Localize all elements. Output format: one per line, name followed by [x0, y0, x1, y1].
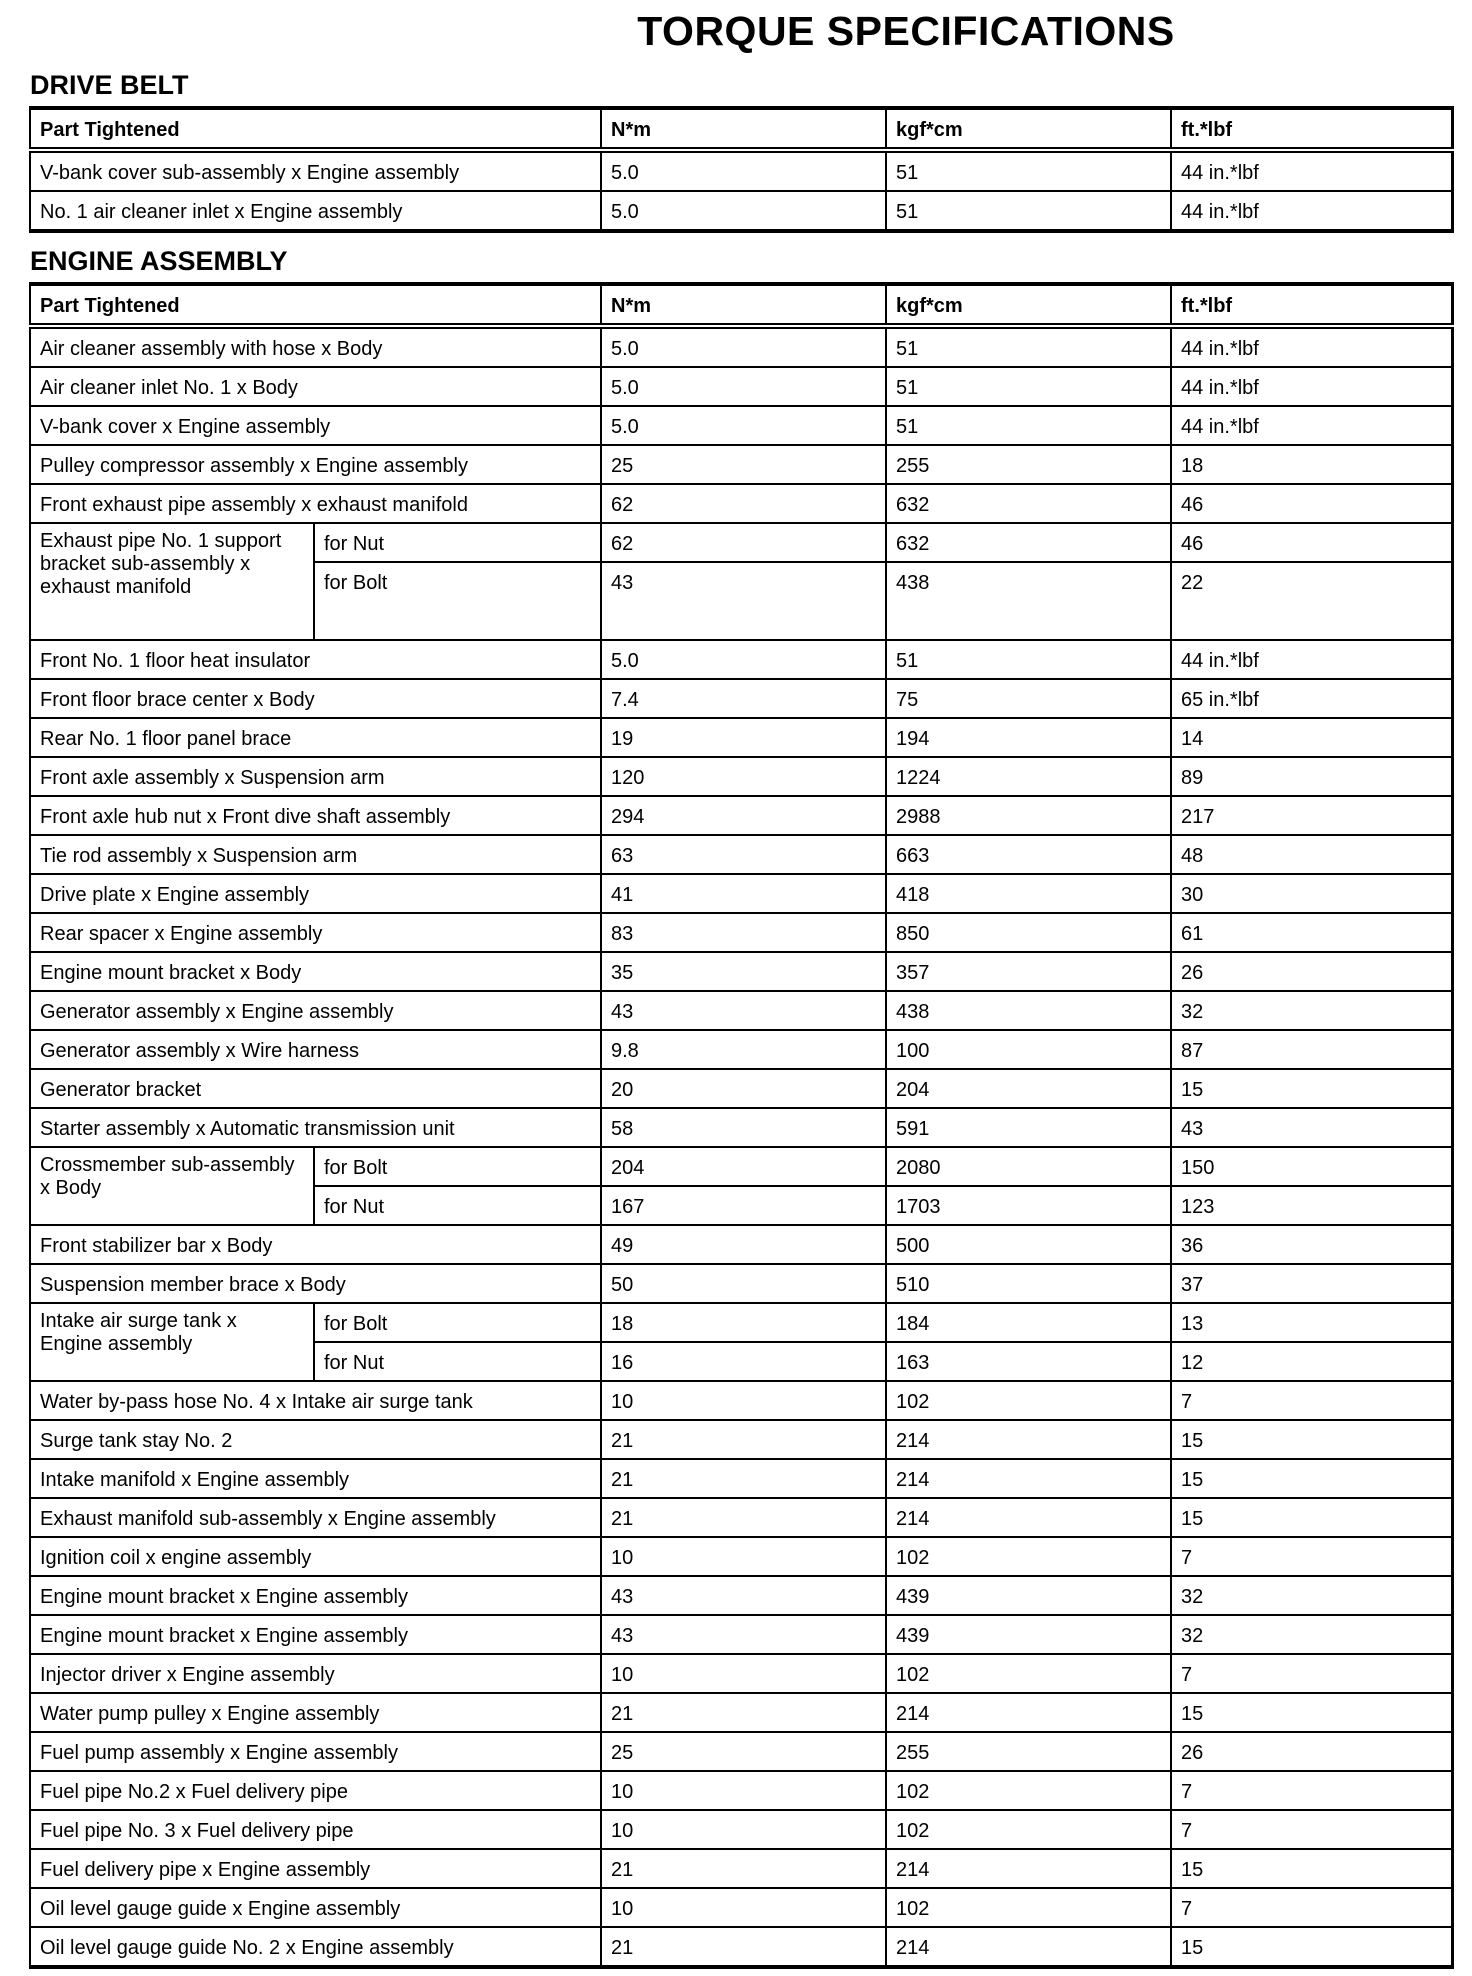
- ft-lbf-cell: 37: [1171, 1264, 1452, 1303]
- ft-lbf-cell: 44 in.*lbf: [1171, 640, 1452, 679]
- ft-lbf-cell: 15: [1171, 1693, 1452, 1732]
- kgf-cm-cell: 632: [886, 484, 1171, 523]
- section-heading-engine-assembly: ENGINE ASSEMBLY: [30, 246, 288, 276]
- part-cell: Front exhaust pipe assembly x exhaust manifold: [30, 484, 601, 523]
- table-row: [30, 1732, 1452, 1771]
- table-row: [30, 1576, 1452, 1615]
- ft-lbf-cell: 43: [1171, 1108, 1452, 1147]
- nm-cell: 16: [601, 1342, 886, 1381]
- ft-lbf-cell: 15: [1171, 1498, 1452, 1537]
- nm-cell: 19: [601, 718, 886, 757]
- part-cell: Suspension member brace x Body: [30, 1264, 601, 1303]
- drive-belt-table: [29, 106, 1454, 233]
- ft-lbf-cell: 18: [1171, 445, 1452, 484]
- nm-cell: 167: [601, 1186, 886, 1225]
- table-row: [30, 1147, 1452, 1186]
- ft-lbf-cell: 123: [1171, 1186, 1452, 1225]
- kgf-cm-cell: 214: [886, 1498, 1171, 1537]
- table-row: [30, 718, 1452, 757]
- part-cell: Oil level gauge guide x Engine assembly: [30, 1888, 601, 1927]
- nm-cell: 10: [601, 1381, 886, 1420]
- ft-lbf-cell: 15: [1171, 1927, 1452, 1967]
- nm-cell: 10: [601, 1771, 886, 1810]
- part-cell: Rear spacer x Engine assembly: [30, 913, 601, 952]
- kgf-cm-cell: 51: [886, 191, 1171, 231]
- part-cell: Surge tank stay No. 2: [30, 1420, 601, 1459]
- part-cell: Water pump pulley x Engine assembly: [30, 1693, 601, 1732]
- nm-cell: 9.8: [601, 1030, 886, 1069]
- header-kgf-cm: kgf*cm: [886, 284, 1171, 326]
- table-row: [30, 1615, 1452, 1654]
- table-row: [30, 1849, 1452, 1888]
- table-row: [30, 991, 1452, 1030]
- kgf-cm-cell: 102: [886, 1771, 1171, 1810]
- ft-lbf-cell: 46: [1171, 484, 1452, 523]
- nm-cell: 49: [601, 1225, 886, 1264]
- nm-cell: 10: [601, 1810, 886, 1849]
- ft-lbf-cell: 22: [1171, 562, 1452, 640]
- nm-cell: 43: [601, 1576, 886, 1615]
- part-cell: Crossmember sub-assembly x Body: [30, 1147, 314, 1225]
- part-cell: Generator assembly x Engine assembly: [30, 991, 601, 1030]
- part-cell: Front floor brace center x Body: [30, 679, 601, 718]
- ft-lbf-cell: 87: [1171, 1030, 1452, 1069]
- ft-lbf-cell: 150: [1171, 1147, 1452, 1186]
- kgf-cm-cell: 663: [886, 835, 1171, 874]
- ft-lbf-cell: 26: [1171, 1732, 1452, 1771]
- nm-cell: 83: [601, 913, 886, 952]
- kgf-cm-cell: 214: [886, 1693, 1171, 1732]
- kgf-cm-cell: 214: [886, 1420, 1171, 1459]
- table-row: [30, 445, 1452, 484]
- ft-lbf-cell: 15: [1171, 1069, 1452, 1108]
- kgf-cm-cell: 500: [886, 1225, 1171, 1264]
- kgf-cm-cell: 51: [886, 367, 1171, 406]
- part-cell: Front axle assembly x Suspension arm: [30, 757, 601, 796]
- table-row: [30, 523, 1452, 562]
- table-row: [30, 484, 1452, 523]
- fastener-cell: for Bolt: [314, 1303, 601, 1342]
- part-cell: Fuel delivery pipe x Engine assembly: [30, 1849, 601, 1888]
- kgf-cm-cell: 850: [886, 913, 1171, 952]
- nm-cell: 25: [601, 445, 886, 484]
- kgf-cm-cell: 102: [886, 1537, 1171, 1576]
- kgf-cm-cell: 1703: [886, 1186, 1171, 1225]
- part-cell: Front axle hub nut x Front dive shaft assembly: [30, 796, 601, 835]
- table-row: [30, 1225, 1452, 1264]
- part-cell: Ignition coil x engine assembly: [30, 1537, 601, 1576]
- nm-cell: 21: [601, 1693, 886, 1732]
- table-header-row: [30, 284, 1452, 326]
- part-cell: Pulley compressor assembly x Engine assembly: [30, 445, 601, 484]
- part-cell: Oil level gauge guide No. 2 x Engine assembly: [30, 1927, 601, 1967]
- nm-cell: 5.0: [601, 640, 886, 679]
- nm-cell: 21: [601, 1498, 886, 1537]
- nm-cell: 63: [601, 835, 886, 874]
- kgf-cm-cell: 100: [886, 1030, 1171, 1069]
- part-cell: Generator assembly x Wire harness: [30, 1030, 601, 1069]
- table-row: [30, 367, 1452, 406]
- table-row: [30, 1810, 1452, 1849]
- ft-lbf-cell: 44 in.*lbf: [1171, 150, 1452, 191]
- nm-cell: 21: [601, 1459, 886, 1498]
- section-heading-drive-belt: DRIVE BELT: [30, 70, 189, 100]
- nm-cell: 5.0: [601, 367, 886, 406]
- nm-cell: 20: [601, 1069, 886, 1108]
- nm-cell: 5.0: [601, 191, 886, 231]
- table-header-row: [30, 108, 1452, 150]
- kgf-cm-cell: 1224: [886, 757, 1171, 796]
- kgf-cm-cell: 184: [886, 1303, 1171, 1342]
- part-cell: V-bank cover sub-assembly x Engine assembly: [30, 150, 601, 191]
- part-cell: Exhaust manifold sub-assembly x Engine assembly: [30, 1498, 601, 1537]
- table-row: [30, 835, 1452, 874]
- part-cell: Rear No. 1 floor panel brace: [30, 718, 601, 757]
- kgf-cm-cell: 591: [886, 1108, 1171, 1147]
- kgf-cm-cell: 438: [886, 562, 1171, 640]
- kgf-cm-cell: 102: [886, 1810, 1171, 1849]
- kgf-cm-cell: 163: [886, 1342, 1171, 1381]
- nm-cell: 10: [601, 1537, 886, 1576]
- fastener-cell: for Bolt: [314, 1147, 601, 1186]
- kgf-cm-cell: 510: [886, 1264, 1171, 1303]
- nm-cell: 43: [601, 1615, 886, 1654]
- nm-cell: 50: [601, 1264, 886, 1303]
- table-row: [30, 1264, 1452, 1303]
- fastener-cell: for Bolt: [314, 562, 601, 640]
- table-row: [30, 1459, 1452, 1498]
- ft-lbf-cell: 7: [1171, 1888, 1452, 1927]
- part-cell: Starter assembly x Automatic transmission unit: [30, 1108, 601, 1147]
- kgf-cm-cell: 102: [886, 1381, 1171, 1420]
- part-cell: Front stabilizer bar x Body: [30, 1225, 601, 1264]
- header-ft-lbf: ft.*lbf: [1171, 108, 1452, 150]
- part-cell: Engine mount bracket x Engine assembly: [30, 1615, 601, 1654]
- kgf-cm-cell: 632: [886, 523, 1171, 562]
- part-cell: Generator bracket: [30, 1069, 601, 1108]
- ft-lbf-cell: 7: [1171, 1810, 1452, 1849]
- ft-lbf-cell: 32: [1171, 1615, 1452, 1654]
- table-row: [30, 1498, 1452, 1537]
- table-row: [30, 1069, 1452, 1108]
- table-row: [30, 1108, 1452, 1147]
- table-row: [30, 1537, 1452, 1576]
- nm-cell: 21: [601, 1420, 886, 1459]
- table-row: [30, 150, 1452, 191]
- table-row: [30, 1654, 1452, 1693]
- fastener-cell: for Nut: [314, 1342, 601, 1381]
- table-row: [30, 191, 1452, 231]
- kgf-cm-cell: 51: [886, 640, 1171, 679]
- part-cell: Injector driver x Engine assembly: [30, 1654, 601, 1693]
- ft-lbf-cell: 217: [1171, 796, 1452, 835]
- part-cell: Tie rod assembly x Suspension arm: [30, 835, 601, 874]
- ft-lbf-cell: 32: [1171, 991, 1452, 1030]
- header-part-tightened: Part Tightened: [30, 108, 601, 150]
- part-cell: Air cleaner assembly with hose x Body: [30, 326, 601, 367]
- ft-lbf-cell: 12: [1171, 1342, 1452, 1381]
- table-row: [30, 679, 1452, 718]
- nm-cell: 62: [601, 523, 886, 562]
- kgf-cm-cell: 255: [886, 1732, 1171, 1771]
- part-cell: V-bank cover x Engine assembly: [30, 406, 601, 445]
- engine-assembly-table: [29, 282, 1454, 1969]
- ft-lbf-cell: 14: [1171, 718, 1452, 757]
- kgf-cm-cell: 214: [886, 1927, 1171, 1967]
- nm-cell: 43: [601, 991, 886, 1030]
- table-row: [30, 640, 1452, 679]
- nm-cell: 21: [601, 1927, 886, 1967]
- nm-cell: 25: [601, 1732, 886, 1771]
- table-row: [30, 1420, 1452, 1459]
- ft-lbf-cell: 7: [1171, 1537, 1452, 1576]
- ft-lbf-cell: 26: [1171, 952, 1452, 991]
- nm-cell: 5.0: [601, 326, 886, 367]
- kgf-cm-cell: 438: [886, 991, 1171, 1030]
- kgf-cm-cell: 51: [886, 326, 1171, 367]
- ft-lbf-cell: 15: [1171, 1459, 1452, 1498]
- header-kgf-cm: kgf*cm: [886, 108, 1171, 150]
- part-cell: Intake air surge tank x Engine assembly: [30, 1303, 314, 1381]
- nm-cell: 294: [601, 796, 886, 835]
- table-row: [30, 1030, 1452, 1069]
- kgf-cm-cell: 2080: [886, 1147, 1171, 1186]
- ft-lbf-cell: 13: [1171, 1303, 1452, 1342]
- nm-cell: 204: [601, 1147, 886, 1186]
- kgf-cm-cell: 2988: [886, 796, 1171, 835]
- nm-cell: 5.0: [601, 150, 886, 191]
- kgf-cm-cell: 51: [886, 150, 1171, 191]
- kgf-cm-cell: 194: [886, 718, 1171, 757]
- part-cell: Fuel pipe No.2 x Fuel delivery pipe: [30, 1771, 601, 1810]
- nm-cell: 62: [601, 484, 886, 523]
- table-row: [30, 952, 1452, 991]
- ft-lbf-cell: 65 in.*lbf: [1171, 679, 1452, 718]
- table-row: [30, 1693, 1452, 1732]
- ft-lbf-cell: 15: [1171, 1849, 1452, 1888]
- nm-cell: 35: [601, 952, 886, 991]
- fastener-cell: for Nut: [314, 1186, 601, 1225]
- kgf-cm-cell: 204: [886, 1069, 1171, 1108]
- part-cell: Engine mount bracket x Body: [30, 952, 601, 991]
- table-row: [30, 1381, 1452, 1420]
- kgf-cm-cell: 214: [886, 1459, 1171, 1498]
- kgf-cm-cell: 255: [886, 445, 1171, 484]
- table-row: [30, 406, 1452, 445]
- part-cell: Fuel pump assembly x Engine assembly: [30, 1732, 601, 1771]
- nm-cell: 18: [601, 1303, 886, 1342]
- header-part-tightened: Part Tightened: [30, 284, 601, 326]
- ft-lbf-cell: 36: [1171, 1225, 1452, 1264]
- table-row: [30, 757, 1452, 796]
- table-row: [30, 1303, 1452, 1342]
- kgf-cm-cell: 439: [886, 1615, 1171, 1654]
- page-title: TORQUE SPECIFICATIONS: [637, 8, 1175, 54]
- kgf-cm-cell: 214: [886, 1849, 1171, 1888]
- ft-lbf-cell: 89: [1171, 757, 1452, 796]
- kgf-cm-cell: 357: [886, 952, 1171, 991]
- kgf-cm-cell: 102: [886, 1654, 1171, 1693]
- part-cell: Exhaust pipe No. 1 support bracket sub-assembly x exhaust manifold: [30, 523, 314, 640]
- part-cell: Drive plate x Engine assembly: [30, 874, 601, 913]
- ft-lbf-cell: 30: [1171, 874, 1452, 913]
- header-ft-lbf: ft.*lbf: [1171, 284, 1452, 326]
- kgf-cm-cell: 75: [886, 679, 1171, 718]
- table-row: [30, 874, 1452, 913]
- ft-lbf-cell: 44 in.*lbf: [1171, 367, 1452, 406]
- nm-cell: 10: [601, 1888, 886, 1927]
- kgf-cm-cell: 51: [886, 406, 1171, 445]
- ft-lbf-cell: 32: [1171, 1576, 1452, 1615]
- nm-cell: 41: [601, 874, 886, 913]
- header-nm: N*m: [601, 284, 886, 326]
- part-cell: Air cleaner inlet No. 1 x Body: [30, 367, 601, 406]
- header-nm: N*m: [601, 108, 886, 150]
- nm-cell: 43: [601, 562, 886, 640]
- nm-cell: 10: [601, 1654, 886, 1693]
- nm-cell: 7.4: [601, 679, 886, 718]
- nm-cell: 21: [601, 1849, 886, 1888]
- ft-lbf-cell: 44 in.*lbf: [1171, 406, 1452, 445]
- table-row: [30, 913, 1452, 952]
- ft-lbf-cell: 48: [1171, 835, 1452, 874]
- part-cell: Front No. 1 floor heat insulator: [30, 640, 601, 679]
- ft-lbf-cell: 44 in.*lbf: [1171, 191, 1452, 231]
- ft-lbf-cell: 15: [1171, 1420, 1452, 1459]
- part-cell: Fuel pipe No. 3 x Fuel delivery pipe: [30, 1810, 601, 1849]
- nm-cell: 120: [601, 757, 886, 796]
- nm-cell: 58: [601, 1108, 886, 1147]
- ft-lbf-cell: 7: [1171, 1381, 1452, 1420]
- kgf-cm-cell: 102: [886, 1888, 1171, 1927]
- kgf-cm-cell: 418: [886, 874, 1171, 913]
- nm-cell: 5.0: [601, 406, 886, 445]
- ft-lbf-cell: 44 in.*lbf: [1171, 326, 1452, 367]
- part-cell: Intake manifold x Engine assembly: [30, 1459, 601, 1498]
- ft-lbf-cell: 46: [1171, 523, 1452, 562]
- ft-lbf-cell: 7: [1171, 1771, 1452, 1810]
- table-row: [30, 1771, 1452, 1810]
- table-row: [30, 796, 1452, 835]
- table-row: [30, 1927, 1452, 1967]
- kgf-cm-cell: 439: [886, 1576, 1171, 1615]
- table-row: [30, 326, 1452, 367]
- part-cell: Engine mount bracket x Engine assembly: [30, 1576, 601, 1615]
- part-cell: Water by-pass hose No. 4 x Intake air surge tank: [30, 1381, 601, 1420]
- ft-lbf-cell: 7: [1171, 1654, 1452, 1693]
- ft-lbf-cell: 61: [1171, 913, 1452, 952]
- table-row: [30, 1888, 1452, 1927]
- fastener-cell: for Nut: [314, 523, 601, 562]
- part-cell: No. 1 air cleaner inlet x Engine assembly: [30, 191, 601, 231]
